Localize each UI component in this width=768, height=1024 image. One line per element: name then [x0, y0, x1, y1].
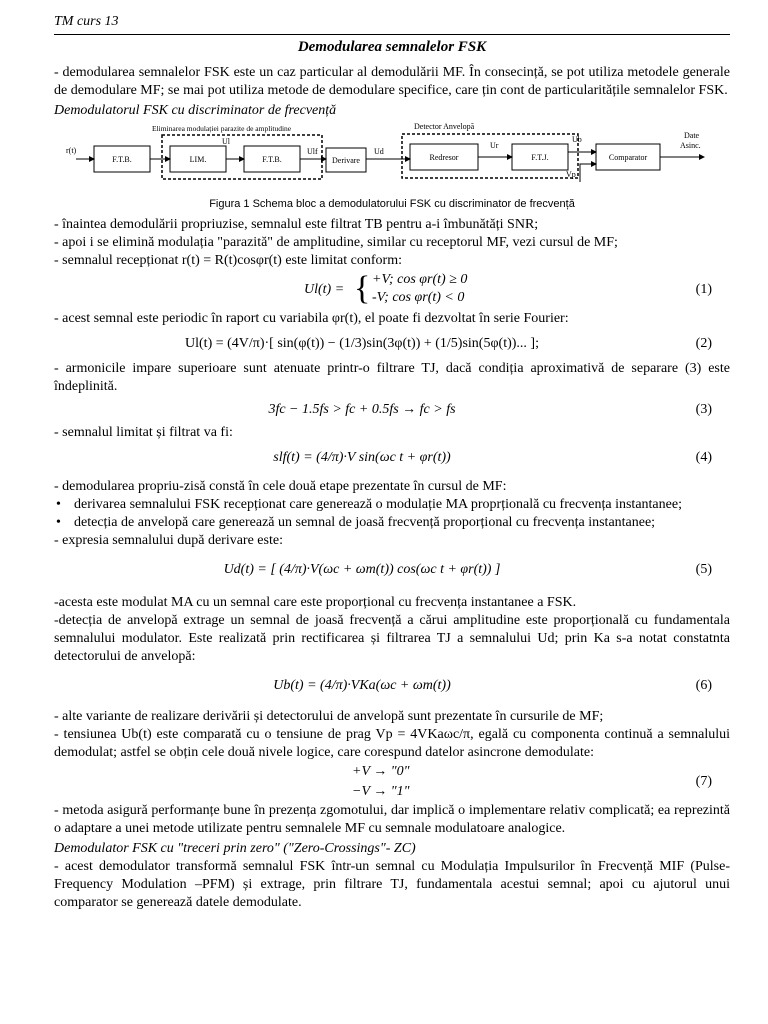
eq2-number: (2) [695, 336, 712, 351]
paragraph-3: - semnalul recepționat r(t) = R(t)cosφr(t) este limitat conform: [54, 253, 402, 268]
eq4-formula: slf(t) = (4/π)·V sin(ωc t + φr(t)) [273, 450, 451, 465]
eq6-number: (6) [695, 678, 712, 693]
eq1-brace: { [354, 270, 371, 307]
paragraph-11: - alte variante de realizare derivării și detectorului de anvelopă sunt prezentate în cursurile de MF; [54, 709, 604, 724]
group2-label: Detector Anvelopă [414, 122, 475, 131]
bullet-detectie: • detecția de anvelopă care generează un semnal de joasă frecvență proporțional cu frecvența instantanee; [54, 514, 730, 532]
paragraph-13: - metoda asigură performanțe bune în prezența zgomotului, dar implică o implementare relativ complicată; ea reprezintă o adaptare a unei metode utilizate pentru semnalele MF cu semnale modulatoare analogice. [54, 803, 730, 836]
eq1-lhs: Ul(t) = [304, 282, 345, 297]
figure-caption: Figura 1 Schema bloc a demodulatorului FSK cu discriminator de frecvență [209, 198, 575, 210]
eq7-line1: +V → "0" [352, 764, 410, 779]
eq3-formula: 3fc − 1.5fs > fc + 0.5fs → fc > fs [268, 402, 456, 417]
paragraph-8: - expresia semnalului după derivare este: [54, 533, 283, 548]
bullet-derivare: • derivarea semnalului FSK recepționat care generează o modulație MA proprțională cu frecvența instantanee; [54, 496, 730, 514]
eq6-formula: Ub(t) = (4/π)·VKa(ωc + ωm(t)) [273, 678, 451, 693]
lim-label: LIM. [189, 155, 207, 164]
eq5-number: (5) [695, 562, 712, 577]
ur-label: Ur [490, 141, 499, 150]
equation-7 [54, 762, 730, 802]
paragraph-6: - semnalul limitat și filtrat va fi: [54, 425, 233, 440]
vp-label: Vp [566, 170, 576, 179]
eq1-line2: -V; cos φr(t) < 0 [372, 290, 465, 305]
course-header: TM curs 13 [54, 14, 730, 35]
section-heading-discriminator: Demodulatorul FSK cu discriminator de frecvență [54, 103, 337, 118]
intro-paragraph: - demodularea semnalelor FSK este un caz particular al demodulării MF. În consecință, se pot utiliza metodele generale de demodulare MF; se mai pot utiliza metode de demodulare specifice, care țin cont de particularitățile semnalelor FSK. [54, 65, 730, 98]
output-label-date: Date [684, 131, 700, 140]
eq1-number: (1) [695, 282, 712, 297]
eq5-formula: Ud(t) = [ (4/π)·V(ωc + ωm(t)) cos(ωc t + φr(t)) ] [223, 562, 501, 577]
equation-1 [54, 270, 730, 310]
document-page [54, 14, 730, 912]
ulf-label: Ulf [307, 147, 318, 156]
group1-label: Eliminarea modulației parazite de amplitudine [152, 124, 292, 133]
equation-4 [54, 442, 730, 478]
ftj-label: F.T.J. [531, 153, 549, 162]
paragraph-10: -detecția de anvelopă extrage un semnal de joasă frecvență a cărui amplitudine este proporțională cu fundamentala semnalului modulator. Este realizată prin rectificarea și filtrarea TJ a semnalului Ud; prin Ka s-a notat constatnta detectorului de anvelopă: [54, 613, 730, 664]
block-diagram [54, 120, 730, 196]
paragraph-5: - armonicile impare superioare sunt atenuate printr-o filtrare TJ, dacă condiția aproximativă de separare (3) este îndeplinită. [54, 361, 730, 394]
eq4-number: (4) [695, 450, 712, 465]
input-label: r(t) [66, 146, 77, 155]
redresor-label: Redresor [429, 153, 459, 162]
u1-label: Ul [222, 137, 230, 146]
ud-label: Ud [374, 147, 384, 156]
equation-3 [54, 396, 730, 424]
eq3-number: (3) [695, 402, 712, 417]
paragraph-12: - tensiunea Ub(t) este comparată cu o tensiune de prag Vp = 4VKaωc/π, egală cu componenta continuă a semnalului demodulat; astfel se obțin cele două nivele logice, care corespund datelor asincrone demodulate: [54, 727, 730, 760]
page-title: Demodularea semnalelor FSK [297, 39, 487, 55]
ftb1-label: F.T.B. [112, 155, 132, 164]
equation-2 [54, 328, 730, 360]
ub-label: Ub [572, 135, 582, 144]
eq2-formula: Ul(t) = (4V/π)·[ sin(φ(t)) − (1/3)sin(3φ(t)) + (1/5)sin(5φ(t))... ]; [185, 336, 539, 351]
eq7-line2: −V → "1" [352, 784, 410, 799]
equation-6 [54, 666, 730, 708]
paragraph-2: - apoi i se elimină modulația "parazită" de amplitudine, similar cu receptorul MF, vezi cursul de MF; [54, 235, 618, 250]
paragraph-1: - înaintea demodulării propriuzise, semnalul este filtrat TB pentru a-i îmbunătăți SNR; [54, 217, 539, 232]
comparator-label: Comparator [608, 153, 648, 162]
paragraph-4: - acest semnal este periodic în raport cu variabila φr(t), el poate fi dezvoltat în serie Fourier: [54, 311, 569, 326]
eq1-line1: +V; cos φr(t) ≥ 0 [372, 272, 468, 287]
ftb2-label: F.T.B. [262, 155, 282, 164]
paragraph-7: - demodularea propriu-zisă constă în cele două etape prezentate în cursul de MF: [54, 479, 507, 494]
output-label-asinc: Asinc. [680, 141, 701, 150]
equation-5 [54, 550, 730, 594]
section-heading-zero-crossings: Demodulator FSK cu "treceri prin zero" ("Zero-Crossings"- ZC) [54, 841, 416, 856]
paragraph-14: - acest demodulator transformă semnalul FSK într-un semnal cu Modulația Impulsurilor în Frecvență MIF (Pulse-Frequency Modulation –PFM) și extrage, prin filtrare TJ, fundamentala acestui semnal; apoi cu ajutorul unui comparator se generează datele demodulate. [54, 859, 730, 910]
paragraph-9: -acesta este modulat MA cu un semnal care este proporțional cu frecvența instantanee a FSK. [54, 595, 577, 610]
eq7-number: (7) [695, 774, 712, 789]
derivare-label: Derivare [332, 156, 360, 165]
